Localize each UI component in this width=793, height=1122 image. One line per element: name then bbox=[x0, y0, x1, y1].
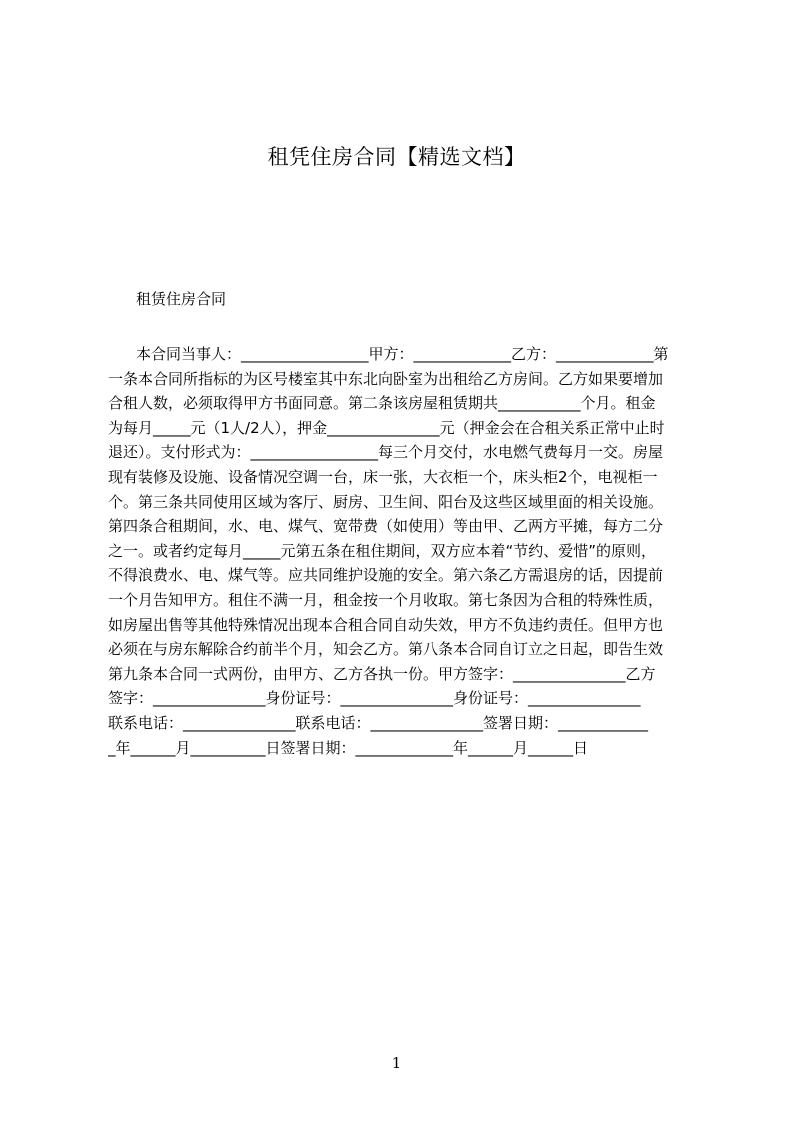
contract-line: 个。第三条共同使用区域为客厅、厨房、卫生间、阳台及这些区域里面的相关设施。 bbox=[108, 492, 664, 511]
contract-line: 之一。或者约定每月_____元第五条在租住期间，双方应本着“节约、爱惜”的原则， bbox=[108, 541, 657, 560]
contract-line: 现有装修及设施、设备情况空调一台，床一张，大衣柜一个，床头柜2个，电视柜一 bbox=[108, 467, 658, 486]
contract-line: 本合同当事人：_________________甲方：_____________乙方：_____________第 bbox=[136, 345, 669, 363]
contract-line: _年______月__________日签署日期：_____________年______月______日 bbox=[108, 738, 589, 757]
contract-line: 一条本合同所指标的为区号楼室其中东北向卧室为出租给乙方房间。乙方如果要增加 bbox=[108, 369, 664, 388]
contract-line: 第九条本合同一式两份，由甲方、乙方各执一份。甲方签字：_______________乙方 bbox=[108, 664, 656, 683]
contract-line: 一个月告知甲方。租住不满一月，租金按一个月收取。第七条因为合租的特殊性质， bbox=[108, 590, 664, 609]
contract-line: 如房屋出售等其他特殊情况出现本合租合同自动失效，甲方不负违约责任。但甲方也 bbox=[108, 615, 664, 634]
contract-line: 不得浪费水、电、煤气等。应共同维护设施的安全。第六条乙方需退房的话，因提前 bbox=[108, 566, 664, 585]
contract-line: 为每月_____元（1人/2人），押金_______________元（押金会在合租关系正常中止时 bbox=[108, 418, 665, 437]
contract-line: 合租人数，必须取得甲方书面同意。第二条该房屋租赁期共___________个月。租金 bbox=[108, 394, 656, 413]
contract-body bbox=[108, 342, 700, 760]
page-number: 1 bbox=[391, 1054, 402, 1072]
contract-line: 签字：_______________身份证号：_______________身份证号：_______________ bbox=[108, 689, 641, 708]
contract-line: 第四条合租期间，水、电、煤气、宽带费（如使用）等由甲、乙两方平摊，每方二分 bbox=[108, 517, 664, 536]
contract-line: 退还）。支付形式为：_________________每三个月交付，水电燃气费每月一交。房屋 bbox=[108, 443, 664, 462]
document-subtitle: 租赁住房合同 bbox=[136, 290, 227, 308]
contract-line: 必须在与房东解除合约前半个月，知会乙方。第八条本合同自订立之日起，即告生效 bbox=[108, 640, 664, 659]
contract-line: 联系电话：_______________联系电话：_______________签署日期：____________ bbox=[108, 713, 649, 732]
document-title: 租凭住房合同【精选文档】 bbox=[267, 145, 526, 169]
